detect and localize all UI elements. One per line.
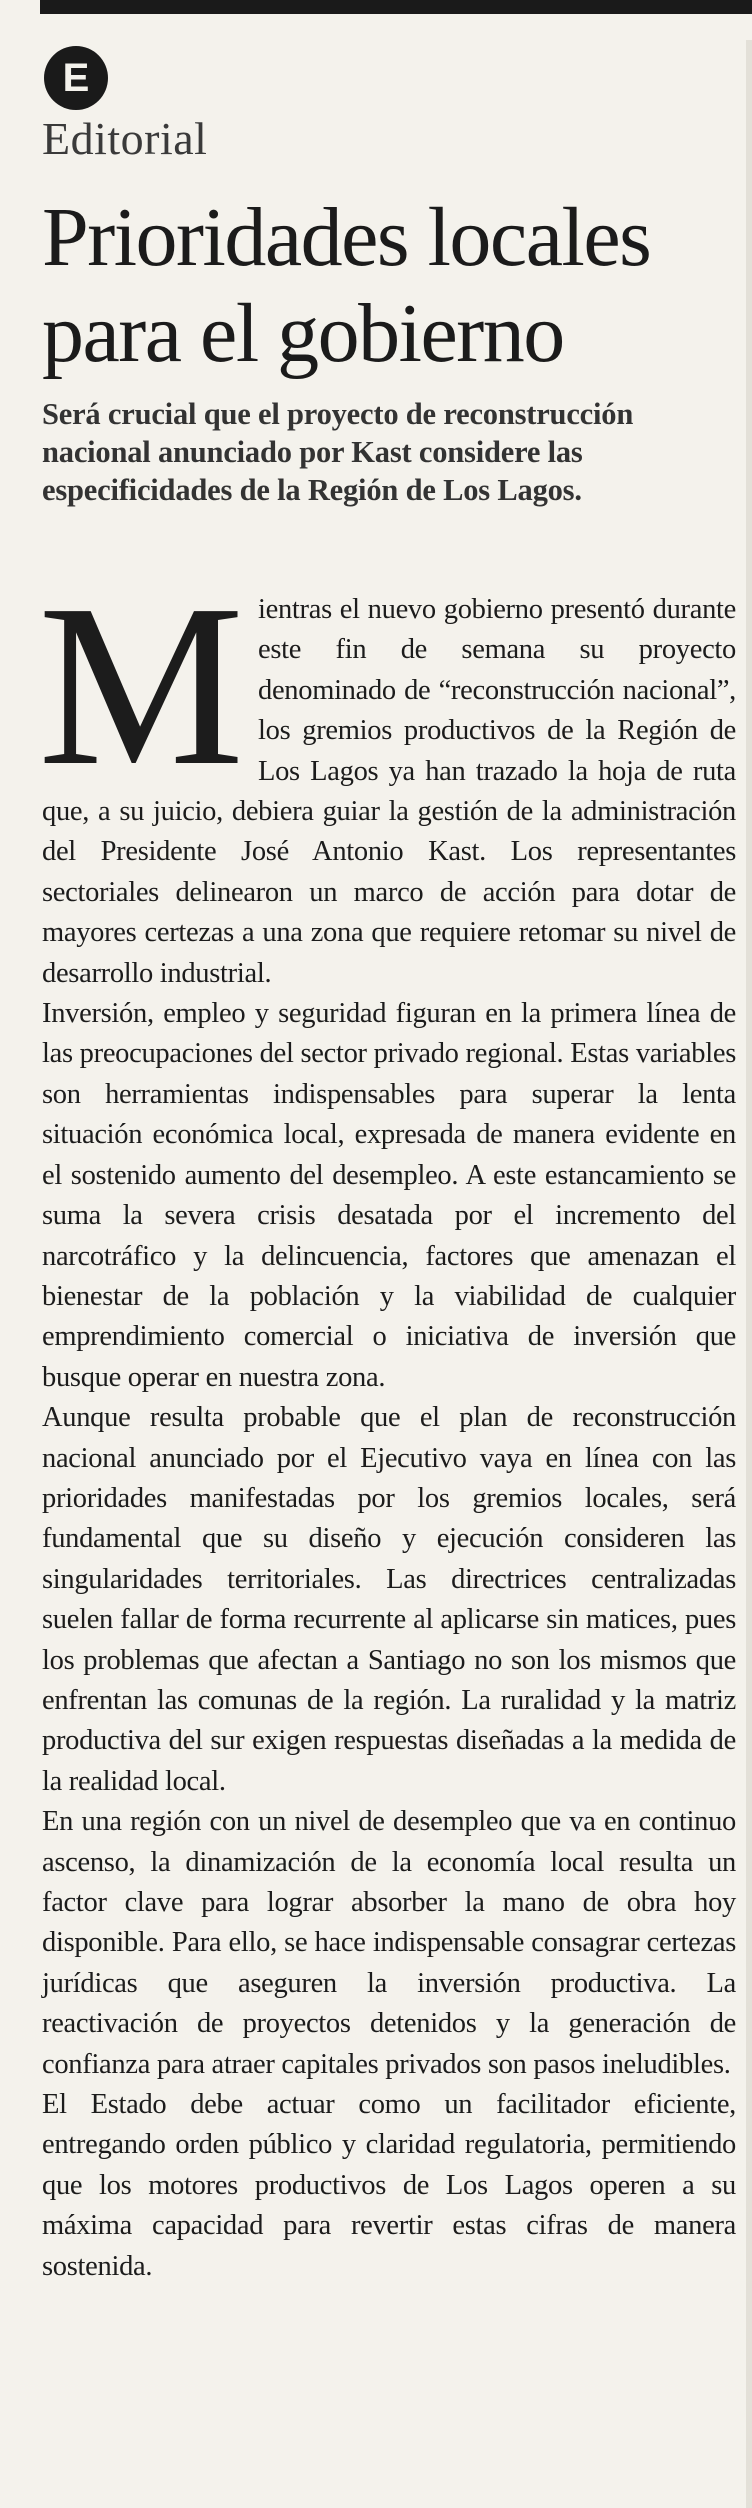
paragraph-3: Aunque resulta probable que el plan de reconstrucción nacional anunciado por el Ejecutivo vaya en línea con las prioridades manifestadas por los gremios locales, será fundamental que su diseño y ejecución consideren las singularidades territoriales. Las directrices centralizadas suelen fallar de forma recurrente al aplicarse sin matices, pues los problemas que afectan a Santiago no son los mismos que enfrentan las comunas de la región. La ruralidad y la matriz productiva del sur exigen respuestas diseñadas a la medida de la realidad local. (42, 1402, 736, 1797)
paragraph-1-text: ientras el nuevo gobierno presentó durante este fin de semana su proyecto denominado de “reconstrucción nacional”, los gremios productivos de la Región de Los Lagos ya han trazado la hoja de ruta que, a su juicio, debiera guiar la gestión de la administración del Presidente José Antonio Kast. Los representantes sectoriales delinearon un marco de acción para dotar de mayores certezas a una zona que requiere retomar su nivel de desarrollo industrial. (42, 594, 736, 989)
drop-cap: M (38, 557, 244, 814)
lead-paragraph: Será crucial que el proyecto de reconstrucción nacional anunciado por Kast considere las especificidades de la Región de Los Lagos. (42, 397, 634, 507)
headline: Prioridades locales para el gobierno (42, 191, 651, 380)
paragraph-5: El Estado debe actuar como un facilitador eficiente, entregando orden público y claridad regulatoria, permitiendo que los motores productivos de Los Lagos operen a su máxima capacidad para revertir estas cifras de manera sostenida. (42, 2089, 736, 2282)
paragraph-2: Inversión, empleo y seguridad figuran en la primera línea de las preocupaciones del sector privado regional. Estas variables son herramientas indispensables para superar la lenta situación económica local, expresada de manera evidente en el sostenido aumento del desempleo. A este estancamiento se suma la severa crisis desatada por el incremento del narcotráfico y la delincuencia, factores que amenazan el bienestar de la población y la viabilidad de cualquier emprendimiento comercial o iniciativa de inversión que busque operar en nuestra zona. (42, 998, 736, 1393)
paragraph-1 (38, 557, 736, 994)
top-rule (40, 0, 752, 14)
paragraph-4: En una región con un nivel de desempleo que va en continuo ascenso, la dinamización de la economía local resulta un factor clave para lograr absorber la mano de obra hoy disponible. Para ello, se hace indispensable consagrar certezas jurídicas que aseguren la inversión productiva. La reactivación de proyectos detenidos y la generación de confianza para atraer capitales privados son pasos ineludibles. (42, 1806, 736, 2080)
editorial-badge: E (44, 46, 108, 110)
article-body (38, 557, 736, 2287)
section-label: Editorial (42, 113, 208, 164)
page-edge (746, 40, 752, 2508)
